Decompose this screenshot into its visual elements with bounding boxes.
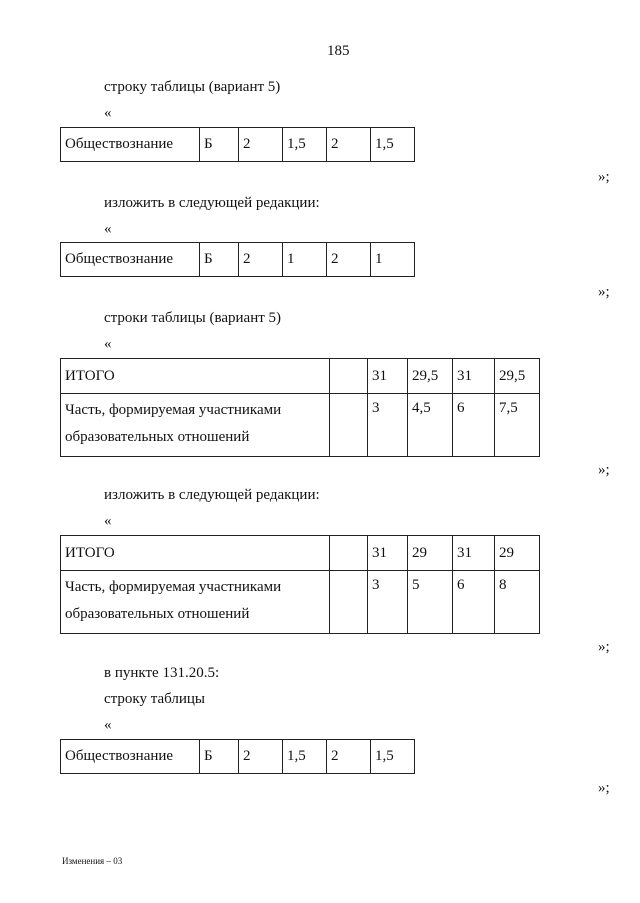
close-quote: »;	[598, 284, 610, 300]
value-cell: 29	[408, 536, 453, 571]
table-row	[61, 571, 540, 634]
row-label-cell: ИТОГО	[61, 359, 330, 394]
table-row	[61, 128, 415, 162]
value-cell: 2	[239, 128, 283, 162]
value-cell: 6	[453, 571, 495, 634]
subject-cell: Обществознание	[61, 128, 200, 162]
footer-note: Изменения – 03	[62, 856, 123, 866]
close-quote: »;	[598, 462, 610, 478]
value-cell: 2	[327, 243, 371, 277]
value-cell: 29,5	[408, 359, 453, 394]
empty-cell	[330, 359, 368, 394]
value-cell: 2	[239, 243, 283, 277]
level-cell: Б	[200, 243, 239, 277]
value-cell: 31	[453, 536, 495, 571]
value-cell: 3	[368, 571, 408, 634]
open-quote: «	[104, 336, 112, 352]
open-quote: «	[104, 513, 112, 529]
page-number: 185	[327, 43, 350, 59]
row-label-cell: ИТОГО	[61, 536, 330, 571]
table-row	[61, 359, 540, 394]
open-quote: «	[104, 717, 112, 733]
empty-cell	[330, 394, 368, 457]
totals-table	[60, 358, 540, 457]
empty-cell	[330, 536, 368, 571]
value-cell: 2	[239, 740, 283, 774]
value-cell: 2	[327, 128, 371, 162]
value-cell: 29,5	[495, 359, 540, 394]
grade-table	[60, 739, 415, 774]
grade-table	[60, 127, 415, 162]
subject-cell: Обществознание	[61, 243, 200, 277]
value-cell: 1,5	[371, 128, 415, 162]
value-cell: 2	[327, 740, 371, 774]
section-intro: строку таблицы	[104, 691, 205, 707]
level-cell: Б	[200, 740, 239, 774]
value-cell: 6	[453, 394, 495, 457]
section-intro: изложить в следующей редакции:	[104, 487, 320, 503]
close-quote: »;	[598, 780, 610, 796]
table-row	[61, 243, 415, 277]
value-cell: 31	[453, 359, 495, 394]
section-intro: строки таблицы (вариант 5)	[104, 310, 282, 326]
subject-cell: Обществознание	[61, 740, 200, 774]
value-cell: 1,5	[283, 740, 327, 774]
value-cell: 1	[283, 243, 327, 277]
value-cell: 1	[371, 243, 415, 277]
open-quote: «	[104, 221, 112, 237]
section-intro: в пункте 131.20.5:	[104, 665, 220, 681]
open-quote: «	[104, 105, 112, 121]
row-label-cell: Часть, формируемая участниками образовательных отношений	[61, 394, 330, 457]
row-label-cell: Часть, формируемая участниками образовательных отношений	[61, 571, 330, 634]
section-intro: изложить в следующей редакции:	[104, 195, 320, 211]
value-cell: 31	[368, 536, 408, 571]
totals-table	[60, 535, 540, 634]
value-cell: 8	[495, 571, 540, 634]
value-cell: 7,5	[495, 394, 540, 457]
value-cell: 5	[408, 571, 453, 634]
value-cell: 3	[368, 394, 408, 457]
value-cell: 1,5	[371, 740, 415, 774]
value-cell: 4,5	[408, 394, 453, 457]
table-row	[61, 394, 540, 457]
level-cell: Б	[200, 128, 239, 162]
close-quote: »;	[598, 169, 610, 185]
section-intro: строку таблицы (вариант 5)	[104, 79, 281, 95]
table-row	[61, 536, 540, 571]
table-row	[61, 740, 415, 774]
value-cell: 31	[368, 359, 408, 394]
value-cell: 1,5	[283, 128, 327, 162]
close-quote: »;	[598, 639, 610, 655]
value-cell: 29	[495, 536, 540, 571]
empty-cell	[330, 571, 368, 634]
grade-table	[60, 242, 415, 277]
